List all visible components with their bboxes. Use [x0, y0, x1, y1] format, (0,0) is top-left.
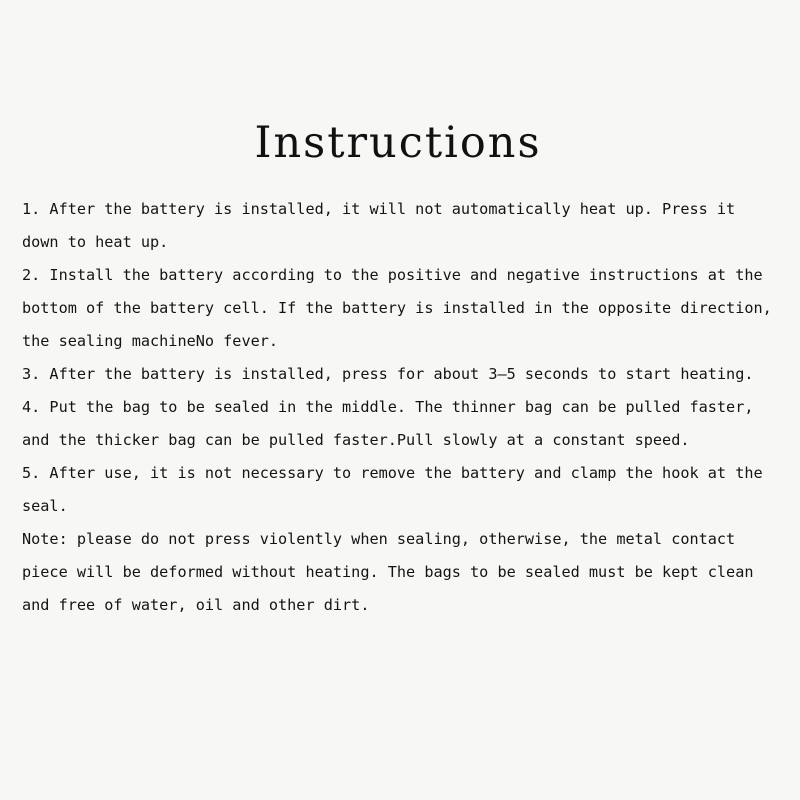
- instruction-note: Note: please do not press violently when sealing, otherwise, the metal contact piece will be deformed without heating. The bags to be sealed must be kept clean and free of water, oil and other dirt.: [22, 530, 754, 615]
- instruction-step-4: 4. Put the bag to be sealed in the middle. The thinner bag can be pulled faster, and the thicker bag can be pulled faster.Pull slowly at a constant speed.: [22, 398, 754, 450]
- instruction-step-5: 5. After use, it is not necessary to remove the battery and clamp the hook at the seal.: [22, 464, 763, 516]
- instructions-body: [22, 193, 774, 622]
- instruction-step-1: 1. After the battery is installed, it will not automatically heat up. Press it down to heat up.: [22, 200, 736, 252]
- page-title: Instructions: [254, 118, 542, 168]
- instruction-step-3: 3. After the battery is installed, press for about 3—5 seconds to start heating.: [22, 365, 754, 384]
- instruction-step-2: 2. Install the battery according to the positive and negative instructions at the bottom of the battery cell. If the battery is installed in the opposite direction, the sealing machineNo fever.: [22, 266, 772, 351]
